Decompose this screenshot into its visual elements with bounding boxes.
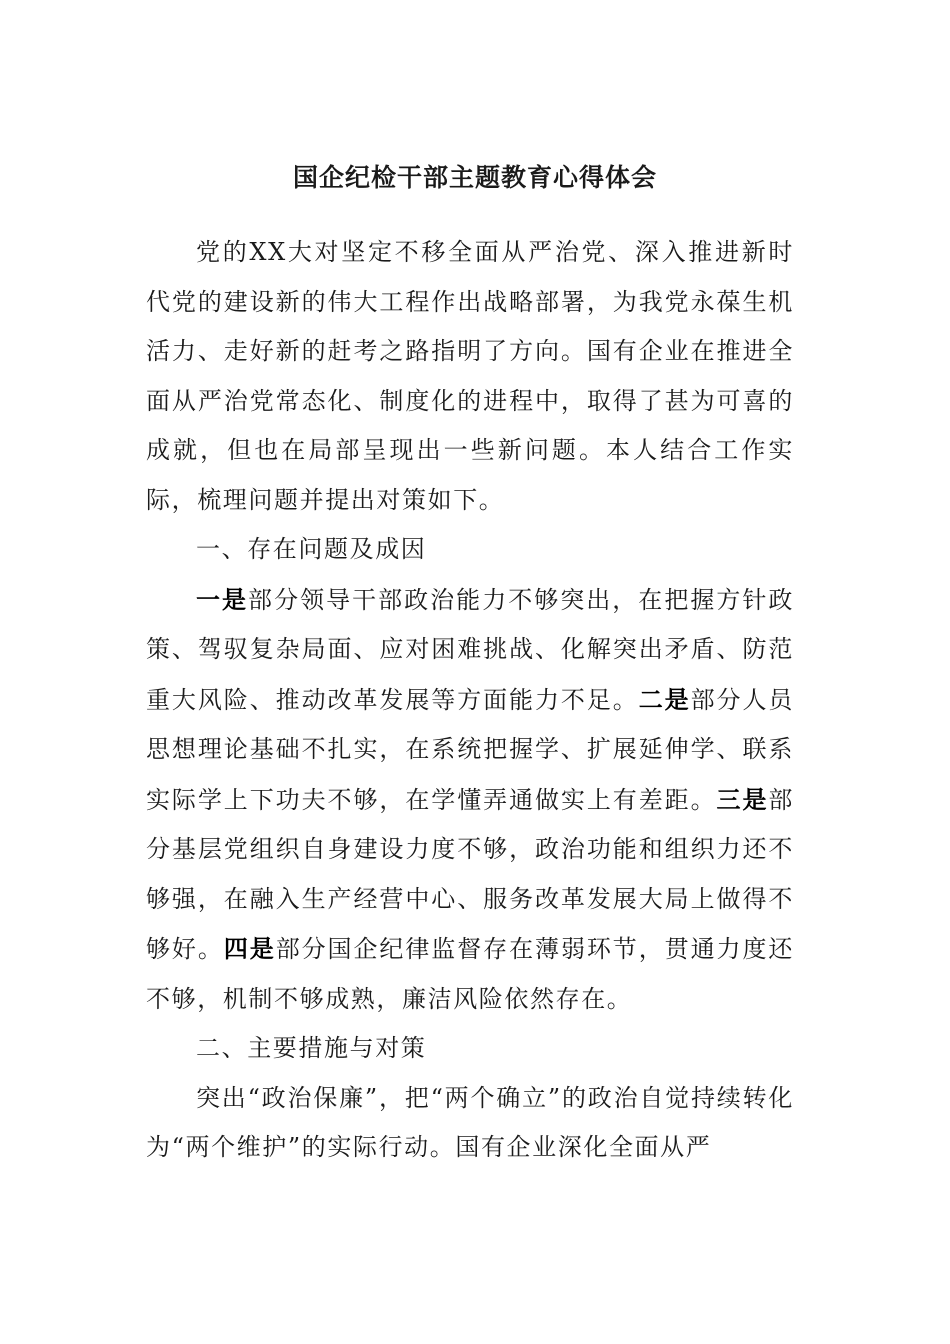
section-2-heading: 二、主要措施与对策: [196, 1034, 427, 1062]
item-1-text: 部分领导干部政治能力不够突出，在把握方针政策、驾驭复杂局面、应对困难挑战、化解突出矛盾、防范重大风险、推动改革发展等方面能力不足。: [146, 585, 794, 714]
intro-paragraph: 党的XX大对坚定不移全面从严治党、深入推进新时代党的建设新的伟大工程作出战略部署，为我党永葆生机活力、走好新的赶考之路指明了方向。国有企业在推进全面从严治党常态化、制度化的进程中，取得了甚为可喜的成就，但也在局部呈现出一些新问题。本人结合工作实际，梳理问题并提出对策如下。: [146, 238, 794, 514]
item-3-label: 三是: [716, 784, 769, 814]
section-1-heading: 一、存在问题及成因: [196, 535, 427, 563]
section-2-paragraph: 突出“政治保廉”，把“两个确立”的政治自觉持续转化为“两个维护”的实际行动。国有企业深化全面从严: [146, 1083, 794, 1161]
item-4-label: 四是: [223, 934, 276, 963]
item-2-label: 二是: [638, 684, 691, 714]
document-title: 国企纪检干部主题教育心得体会: [292, 163, 657, 192]
item-4-text: 部分国企纪律监督存在薄弱环节，贯通力度还不够，机制不够成熟，廉洁风险依然存在。: [146, 935, 795, 1013]
item-1-label: 一是: [196, 584, 249, 614]
document-body: [146, 228, 794, 1173]
item-2-text: 部分人员思想理论基础不扎实，在系统把握学、扩展延伸学、联系实际学上下功夫不够，在学懂弄通做实上有差距。: [146, 685, 795, 814]
section-1-paragraph: [146, 575, 794, 1025]
item-3-text: 部分基层党组织自身建设力度不够，政治功能和组织力还不够强，在融入生产经营中心、服务改革发展大局上做得不够好。: [146, 785, 795, 963]
